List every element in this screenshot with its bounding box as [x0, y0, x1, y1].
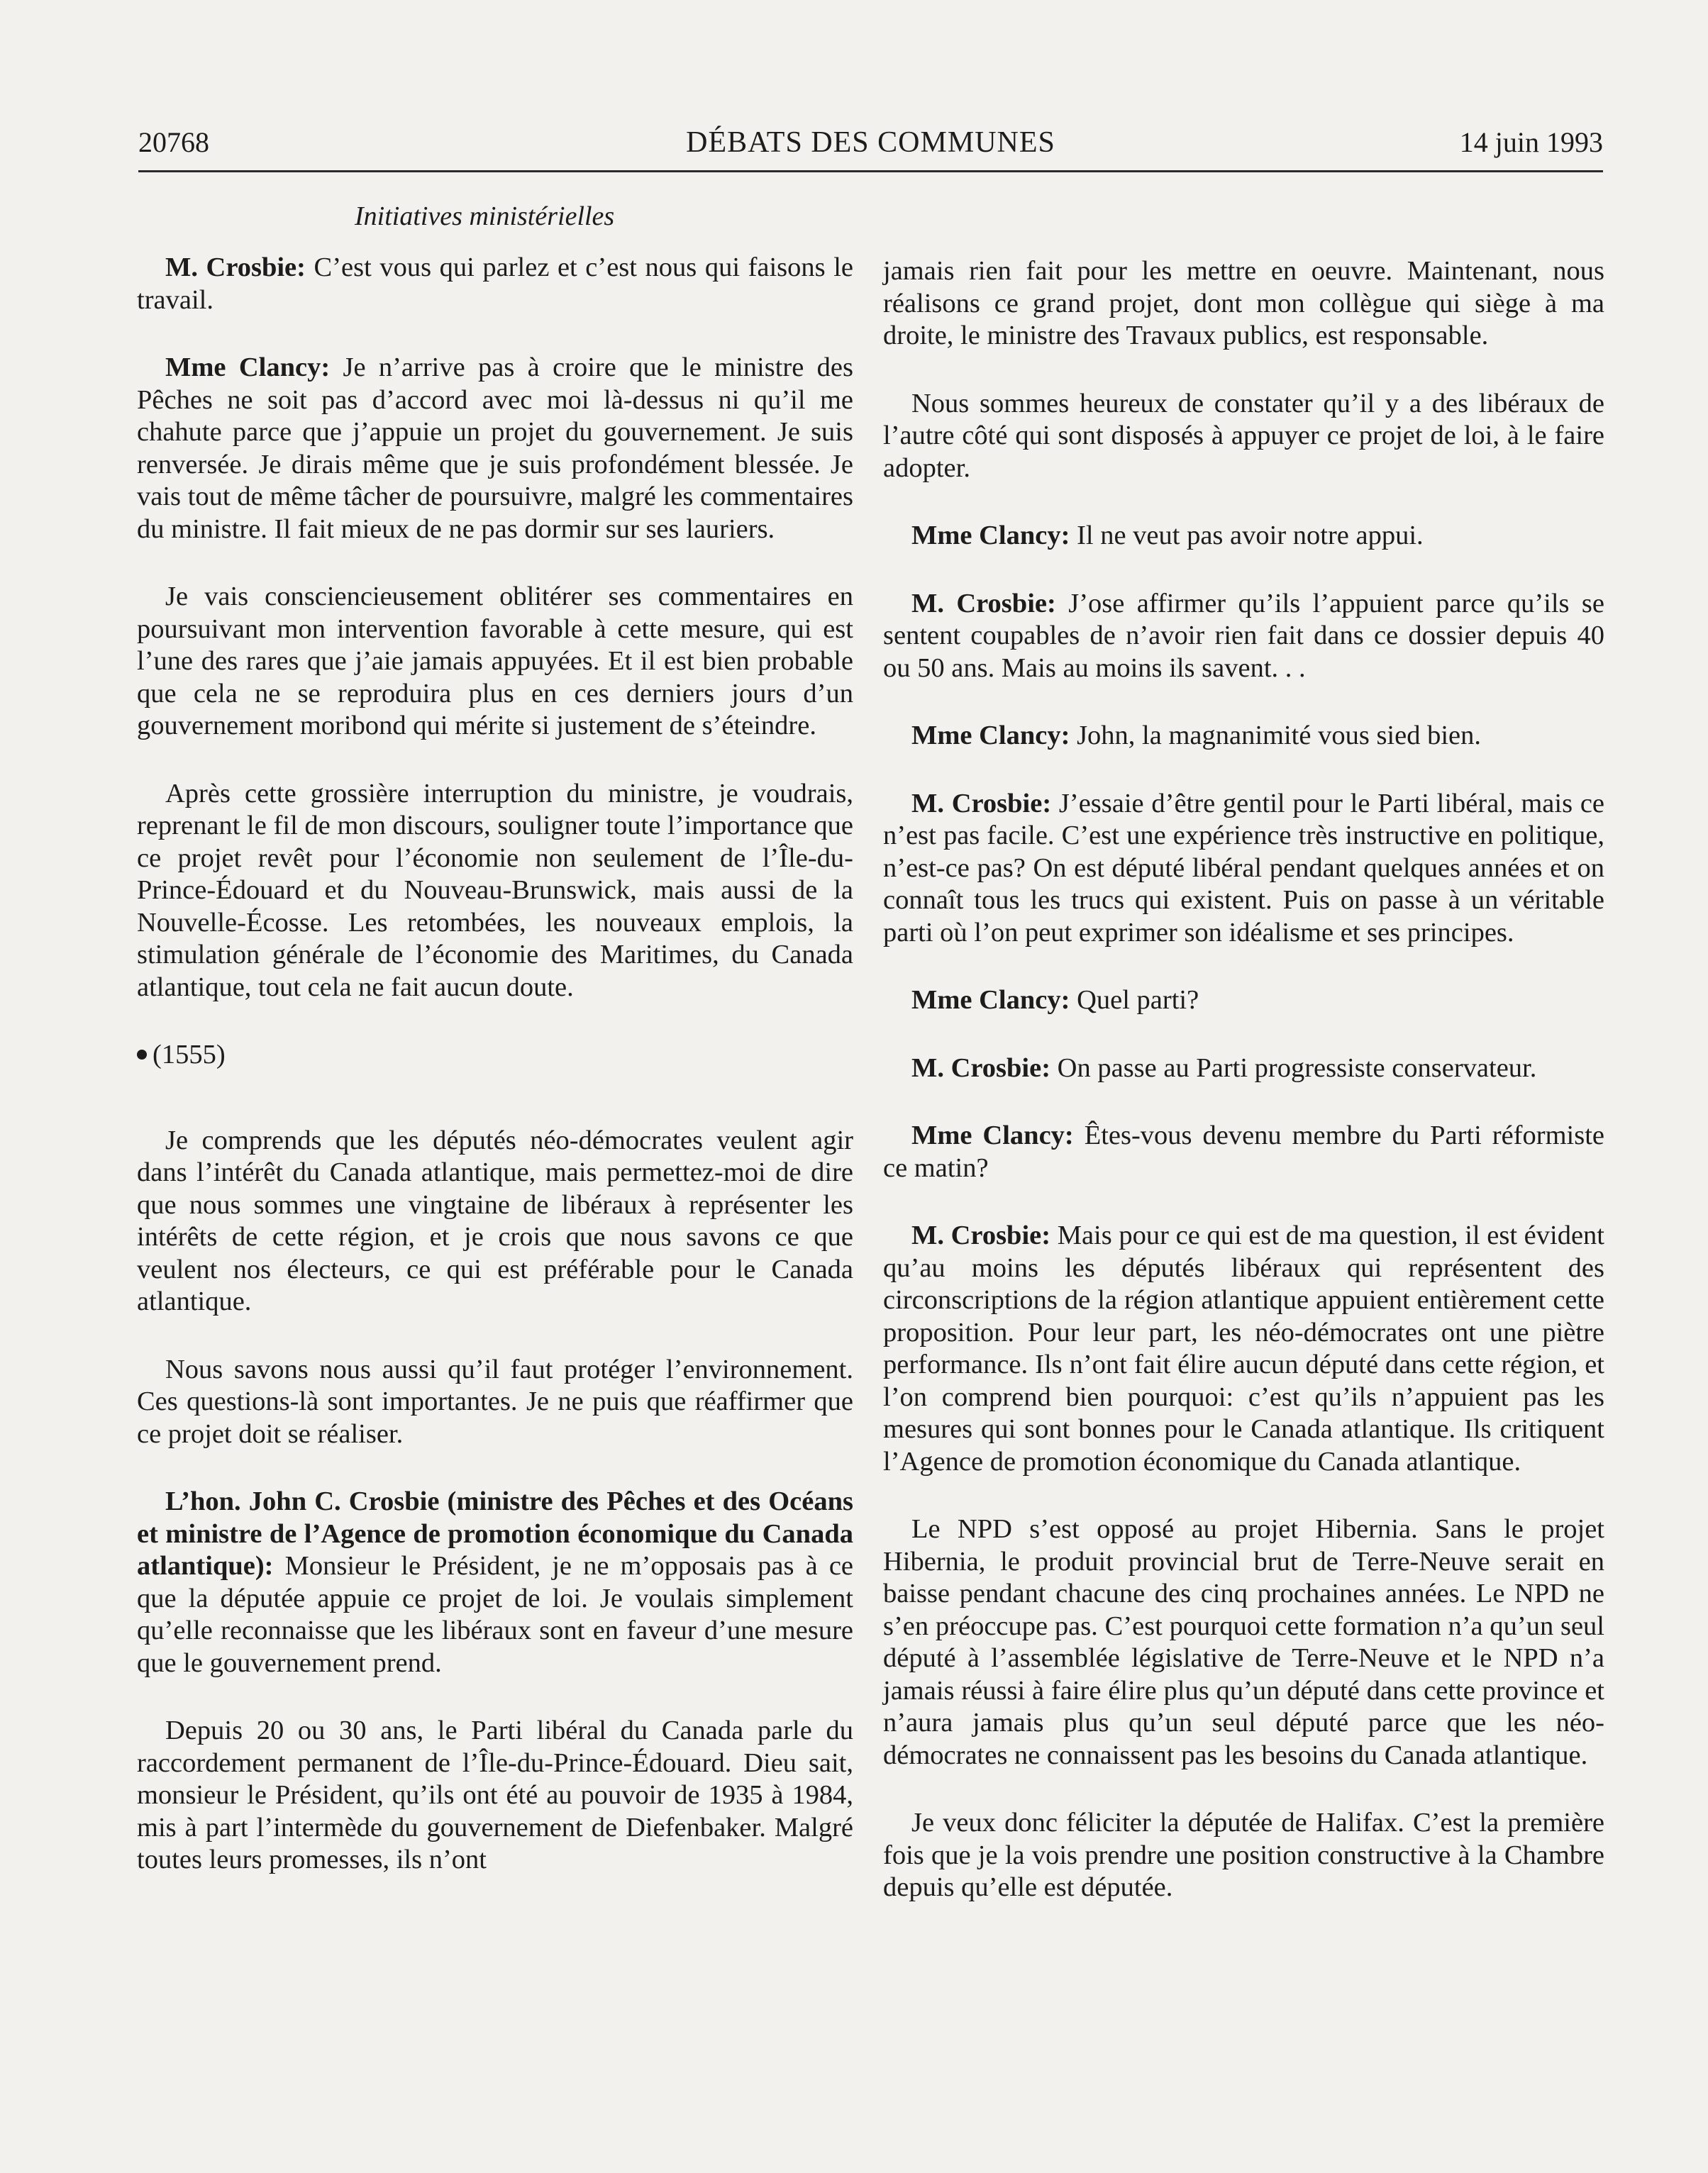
publication-title: DÉBATS DES COMMUNES	[686, 126, 1055, 159]
speaker-name: M. Crosbie:	[911, 1052, 1051, 1083]
speaker-name: M. Crosbie:	[911, 788, 1052, 818]
paragraph: Je vais consciencieusement oblitérer ses commentaires en poursuivant mon intervention favorable à cette mesure, qui est l’une des rares que j’aie jamais appuyées. Et il est bien probable que cela ne se reproduira plus en ces derniers jours d’un gouvernement moribond qui mérite si justement de s’éteindre.	[137, 582, 853, 740]
speech-text: Je n’arrive pas à croire que le ministre des Pêches ne soit pas d’accord avec moi là-dessus ni qu’il me chahute parce que j’appuie un projet du gouvernement. Je suis renversée. Je dirais même que je suis profondément blessée. Je vais tout de même tâcher de poursuivre, malgré les commentaires du ministre. Il fait mieux de ne pas dormir sur ses lauriers.	[137, 352, 853, 544]
paragraph: Nous savons nous aussi qu’il faut protéger l’environnement. Ces questions-là sont importantes. Je ne puis que réaffirmer que ce projet doit se réaliser.	[137, 1354, 853, 1449]
time-marker-text: (1555)	[152, 1040, 226, 1069]
left-column	[137, 252, 853, 1912]
paragraph	[883, 520, 1604, 552]
section-title: Initiatives ministérielles	[355, 201, 615, 231]
speaker-name: M. Crosbie:	[165, 252, 306, 282]
speaker-name: Mme Clancy:	[911, 521, 1070, 550]
paragraph	[883, 788, 1604, 950]
speaker-name: Mme Clancy:	[911, 985, 1070, 1015]
speaker-name: L’hon. John C. Crosbie (ministre des Pêches et des Océans et ministre de l’Agence de promotion économique du Canada atlantique):	[137, 1486, 853, 1581]
paragraph	[883, 1120, 1604, 1184]
page-header	[138, 121, 1603, 172]
paragraph	[883, 984, 1604, 1017]
speech-text: Monsieur le Président, je ne m’opposais pas à ce que la députée appuie ce projet de loi. Je voulais simplement qu’elle reconnaisse que les libéraux sont en faveur d’une mesure que le gouvernement prend.	[137, 1551, 853, 1678]
speech-text: John, la magnanimité vous sied bien.	[1070, 721, 1482, 750]
speech-text: Mais pour ce qui est de ma question, il est évident qu’au moins les députés libéraux qui représentent des circonscriptions de la région atlantique appuient entièrement cette proposition. Pour leur part, les néo-démocrates ont une piètre performance. Ils n’ont fait élire aucun député dans cette région, et l’on comprend bien pourquoi: c’est qu’ils n’appuient pas les mesures qui sont bonnes pour le Canada atlantique. Ils critiquent l’Agence de promotion économique du Canada atlantique.	[883, 1221, 1604, 1477]
speech-text: Êtes-vous devenu membre du Parti réformiste ce matin?	[883, 1121, 1604, 1183]
speech-text: C’est vous qui parlez et c’est nous qui faisons le travail.	[137, 252, 853, 315]
paragraph: Je veux donc féliciter la députée de Halifax. C’est la première fois que je la vois prendre une position constructive à la Chambre depuis qu’elle est députée.	[883, 1808, 1604, 1902]
paragraph	[883, 1052, 1604, 1085]
paragraph: Le NPD s’est opposé au projet Hibernia. Sans le projet Hibernia, le produit provincial brut de Terre-Neuve serait en baisse pendant chacune des cinq prochaines années. Le NPD ne s’en préoccupe pas. C’est pourquoi cette formation n’a qu’un seul député à l’assemblée législative de Terre-Neuve et le NPD n’a jamais réussi à faire élire plus qu’un député dans cette province et n’aura jamais plus qu’un seul député parce que les néo-démocrates ne connaissent pas les besoins du Canada atlantique.	[883, 1514, 1604, 1770]
paragraph	[883, 720, 1604, 752]
paragraph	[137, 352, 853, 545]
paragraph	[883, 1220, 1604, 1478]
time-marker	[137, 1039, 853, 1072]
right-column	[883, 255, 1604, 1940]
speaker-name: Mme Clancy:	[165, 352, 331, 382]
paragraph: Nous sommes heureux de constater qu’il y a des libéraux de l’autre côté qui sont disposés à appuyer ce projet de loi, à le faire adopter.	[883, 388, 1604, 483]
speaker-name: Mme Clancy:	[911, 1121, 1074, 1150]
paragraph	[137, 1486, 853, 1679]
speech-text: On passe au Parti progressiste conservateur.	[1050, 1052, 1537, 1083]
paragraph: jamais rien fait pour les mettre en oeuvre. Maintenant, nous réalisons ce grand projet, dont mon collègue qui siège à ma droite, le ministre des Travaux publics, est responsable.	[883, 256, 1604, 350]
speech-text: J’ose affirmer qu’ils l’appuient parce qu’ils se sentent coupables de n’avoir rien fait dans ce dossier depuis 40 ou 50 ans. Mais au moins ils savent. . .	[883, 588, 1604, 683]
speaker-name: M. Crosbie:	[911, 588, 1056, 618]
page-number: 20768	[138, 126, 209, 158]
paragraph	[137, 252, 853, 316]
publication-date: 14 juin 1993	[1459, 126, 1603, 158]
speech-text: Quel parti?	[1070, 985, 1199, 1015]
paragraph: Je comprends que les députés néo-démocrates veulent agir dans l’intérêt du Canada atlantique, mais permettez-moi de dire que nous sommes une vingtaine de libéraux à représenter les intérêts de cette région, et je crois que nous savons ce que veulent nos électeurs, ce qui est préférable pour le Canada atlantique.	[137, 1125, 853, 1316]
speaker-name: M. Crosbie:	[911, 1221, 1051, 1250]
paragraph: Après cette grossière interruption du ministre, je voudrais, reprenant le fil de mon discours, souligner toute l’importance que ce projet revêt pour l’économie non seulement de l’Île-du-Prince-Édouard et du Nouveau-Brunswick, mais aussi de la Nouvelle-Écosse. Les retombées, les nouveaux emplois, la stimulation générale de l’économie des Maritimes, du Canada atlantique, tout cela ne fait aucun doute.	[137, 778, 853, 1002]
paragraph	[883, 588, 1604, 685]
speaker-name: Mme Clancy:	[911, 721, 1070, 750]
speech-text: J’essaie d’être gentil pour le Parti libéral, mais ce n’est pas facile. C’est une expérience très instructive en politique, n’est-ce pas? On est député libéral pendant quelques années et on connaît tous les trucs qui existent. Puis on passe à un véritable parti où l’on peut exprimer son idéalisme et ses principes.	[883, 788, 1605, 947]
bullet-icon	[137, 1050, 147, 1060]
speech-text: Il ne veut pas avoir notre appui.	[1070, 521, 1424, 550]
paragraph: Depuis 20 ou 30 ans, le Parti libéral du Canada parle du raccordement permanent de l’Île-du-Prince-Édouard. Dieu sait, monsieur le Président, qu’ils ont été au pouvoir de 1935 à 1984, mis à part l’intermède du gouvernement de Diefenbaker. Malgré toutes leurs promesses, ils n’ont	[137, 1716, 853, 1874]
